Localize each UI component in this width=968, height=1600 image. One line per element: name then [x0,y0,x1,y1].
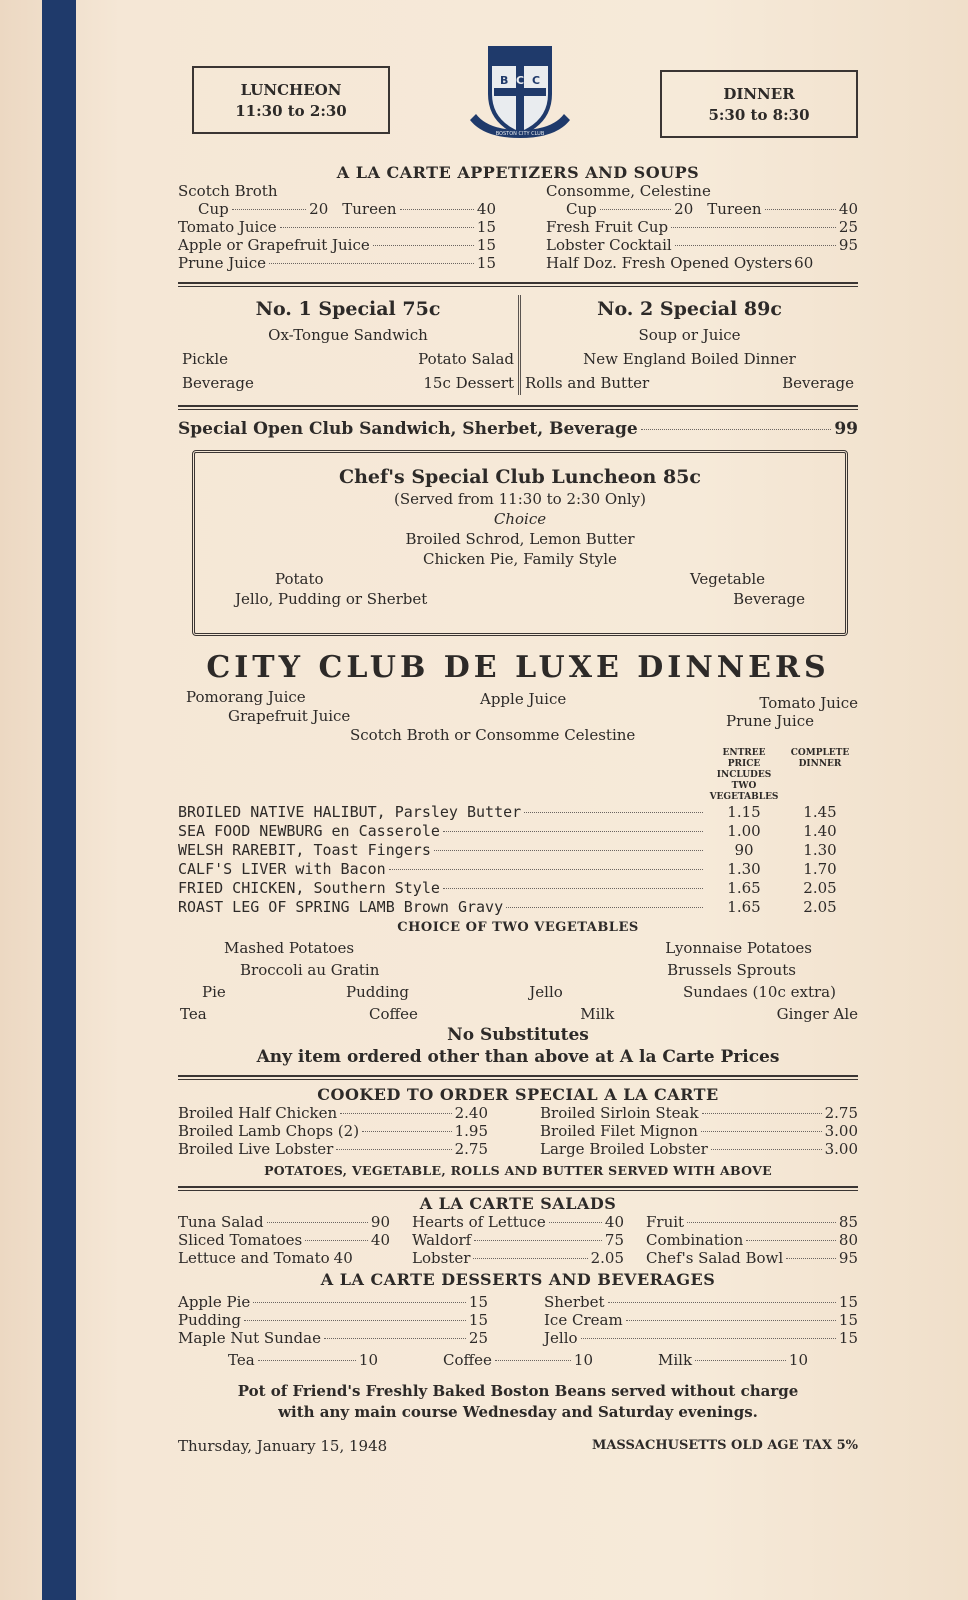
item-price: 40 [604,1213,624,1231]
item-name: Cup [198,200,229,218]
chef-special-option-2: Chicken Pie, Family Style [423,550,617,568]
club-sandwich-price: 99 [834,419,858,439]
menu-item [178,200,496,218]
item-name: Chef's Salad Bowl [646,1249,784,1267]
crest-letter-2: C [516,74,525,87]
menu-item [228,1351,378,1369]
item-price: 15 [838,1329,858,1347]
appetizers-right [546,182,858,272]
tax-note: MASSACHUSETTS OLD AGE TAX 5% [591,1438,858,1453]
special-2-dinner: New England Boiled Dinner [583,350,796,368]
item-name: Tuna Salad [178,1213,264,1231]
boston-beans-note [178,1381,858,1423]
menu-item [178,1122,488,1140]
drink-coffee: Coffee [369,1005,418,1023]
item-price: 90 [370,1213,390,1231]
deluxe-dinners-title: CITY CLUB DE LUXE DINNERS [206,650,830,685]
item-name: Large Broiled Lobster [540,1140,708,1158]
entree-list [178,803,858,917]
drink-tea: Tea [180,1005,207,1023]
deluxe-starters [178,688,858,748]
item-name: Combination [646,1231,744,1249]
item-name: Broiled Live Lobster [178,1140,334,1158]
item-name: Apple Pie [178,1293,251,1311]
menu-item [544,1311,858,1329]
item-name: Sherbet [544,1293,605,1311]
menu-item [540,1122,858,1140]
veg-broccoli: Broccoli au Gratin [240,961,380,979]
crest-letter-3: C [532,74,541,87]
crest-letter-1: B [500,74,509,87]
item-name: Broiled Filet Mignon [540,1122,698,1140]
menu-item [178,1249,390,1267]
dessert-pudding: Pudding [346,983,410,1001]
item-name: Sliced Tomatoes [178,1231,303,1249]
item-price: 20 [674,200,694,218]
menu-item [546,218,858,236]
item-price: 10 [573,1351,593,1369]
item-price: 95 [838,1249,858,1267]
chef-special-option-1: Broiled Schrod, Lemon Butter [405,530,635,548]
menu-item [178,1213,390,1231]
chef-special-beverage: Beverage [733,590,805,608]
item-price: 3.00 [824,1140,858,1158]
entree-price-headers [178,748,858,803]
vegetable-row [178,937,858,959]
item-price: 40 [333,1249,353,1267]
item-price: 15 [838,1293,858,1311]
drink-ginger-ale: Ginger Ale [776,1005,858,1023]
item-name: Tureen [707,200,762,218]
beverages-list [178,1351,858,1369]
special-1-line [182,371,514,395]
chef-special-sides [235,589,805,609]
divider [178,1075,858,1080]
menu-item [540,1140,858,1158]
menu-item [546,254,858,272]
appetizers-left [178,182,496,272]
special-1 [178,295,518,395]
entree-price-header: ENTREE PRICE INCLUDES TWO VEGETABLES [709,748,779,802]
entree-name: SEA FOOD NEWBURG en Casserole [178,822,440,840]
special-1-pickle: Pickle [182,350,229,368]
club-sandwich-line [178,420,858,438]
item-price: 2.75 [824,1104,858,1122]
menu-header [178,60,858,164]
entree-price: 1.65 [727,879,761,897]
menu-item [546,182,858,200]
salads-col-3 [646,1213,858,1267]
vegetable-choice-title: CHOICE OF TWO VEGETABLES [397,920,639,935]
special-1-line [182,347,514,371]
item-name: Fresh Fruit Cup [546,218,669,236]
item-name: Hearts of Lettuce [412,1213,546,1231]
item-name: Tea [228,1351,255,1369]
item-price: 2.40 [454,1104,488,1122]
menu-item [443,1351,593,1369]
salads-list [178,1213,858,1267]
menu-item [544,1329,858,1347]
item-name: Broiled Half Chicken [178,1104,338,1122]
entree-row [178,879,858,898]
item-name: Lobster Cocktail [546,236,672,254]
item-name: Tomato Juice [178,218,277,236]
dessert-sundaes: Sundaes (10c extra) [683,983,836,1001]
entree-price: 1.00 [727,822,761,840]
item-name: Consomme, Celestine [546,182,711,200]
entree-row [178,841,858,860]
item-name: Prune Juice [178,254,266,272]
entree-name: FRIED CHICKEN, Southern Style [178,879,440,897]
chef-special-sides [235,569,805,589]
item-price: 15 [476,254,496,272]
entree-row [178,860,858,879]
divider [178,405,858,410]
special-2-rolls: Rolls and Butter [525,374,650,392]
dessert-pie: Pie [202,983,226,1001]
special-2-line [525,371,854,395]
entree-row [178,898,858,917]
desserts-title: A LA CARTE DESSERTS AND BEVERAGES [320,1270,716,1289]
item-name: Jello [544,1329,578,1347]
item-price: 85 [838,1213,858,1231]
crest-ribbon-text: BOSTON CITY CLUB [495,131,545,137]
complete-price: 1.30 [803,841,837,859]
complete-price: 2.05 [803,898,837,916]
starter-prune-juice: Prune Juice [726,712,814,730]
salads-title: A LA CARTE SALADS [419,1194,617,1213]
entree-price: 1.15 [727,803,761,821]
chef-special-desserts: Jello, Pudding or Sherbet [235,590,428,608]
special-2-main: Soup or Juice [638,326,741,344]
item-price: 15 [476,236,496,254]
menu-item [544,1293,858,1311]
dinner-title: DINNER [723,85,795,103]
item-name: Tureen [342,200,397,218]
menu-footer [178,1437,858,1455]
item-price: 20 [309,200,329,218]
menu-item [658,1351,808,1369]
item-name: Pudding [178,1311,242,1329]
dinner-hours: 5:30 to 8:30 [708,106,810,124]
special-2 [518,295,858,395]
desserts-left [178,1293,488,1347]
menu-item [412,1213,624,1231]
entree-name: BROILED NATIVE HALIBUT, Parsley Butter [178,803,522,821]
item-name: Cup [566,200,597,218]
specials [178,295,858,395]
luncheon-hours-box [192,66,390,134]
salads-col-2 [412,1213,624,1267]
special-2-title: No. 2 Special 89c [597,298,782,320]
menu-item [540,1104,858,1122]
item-price: 40 [476,200,497,218]
menu-item [178,1140,488,1158]
entree-name: ROAST LEG OF SPRING LAMB Brown Gravy [178,898,504,916]
menu-date: Thursday, January 15, 1948 [178,1437,388,1455]
entree-price: 1.65 [727,898,761,916]
item-price: 75 [604,1231,624,1249]
item-price: 25 [838,218,858,236]
entree-price: 1.30 [727,860,761,878]
menu-item [178,254,496,272]
starter-pomorang-juice: Pomorang Juice [186,688,306,706]
item-price: 95 [838,236,858,254]
chef-special-served: (Served from 11:30 to 2:30 Only) [394,490,646,508]
item-name: Broiled Sirloin Steak [540,1104,699,1122]
a-la-carte-note: Any item ordered other than above at A la Carte Prices [256,1047,780,1067]
luncheon-hours: 11:30 to 2:30 [235,102,347,120]
dessert-row [178,981,858,1003]
drink-row [178,1003,858,1025]
item-price: 15 [838,1311,858,1329]
item-price: 15 [468,1293,488,1311]
special-1-title: No. 1 Special 75c [255,298,441,320]
menu-item [178,1104,488,1122]
menu-item [178,1293,488,1311]
menu-item [412,1249,624,1267]
chef-special-vegetable: Vegetable [689,570,765,588]
chef-special-potato: Potato [275,570,324,588]
item-name: Half Doz. Fresh Opened Oysters [546,254,793,272]
club-crest-icon [464,42,576,146]
desserts-right [544,1293,858,1347]
item-price: 60 [794,254,814,272]
veg-mashed-potatoes: Mashed Potatoes [224,939,355,957]
special-1-beverage: Beverage [182,374,254,392]
complete-price: 2.05 [803,879,837,897]
item-name: Ice Cream [544,1311,623,1329]
divider [178,282,858,287]
menu-item [546,200,858,218]
item-price: 80 [838,1231,858,1249]
special-1-main: Ox-Tongue Sandwich [268,326,428,344]
dessert-jello: Jello [529,983,563,1001]
club-sandwich-name: Special Open Club Sandwich, Sherbet, Beverage [178,419,638,439]
menu-item [178,182,496,200]
item-name: Milk [658,1351,693,1369]
no-substitutes: No Substitutes [447,1025,589,1045]
menu-item [178,1329,488,1347]
item-price: 2.05 [590,1249,624,1267]
item-name: Fruit [646,1213,685,1231]
complete-dinner-header: COMPLETE DINNER [790,748,850,769]
menu-item [646,1249,858,1267]
item-name: Maple Nut Sundae [178,1329,321,1347]
desserts-list [178,1293,858,1347]
entree-name: CALF'S LIVER with Bacon [178,860,386,878]
drink-milk: Milk [580,1005,615,1023]
item-price: 40 [370,1231,390,1249]
item-name: Broiled Lamb Chops (2) [178,1122,360,1140]
item-name: Apple or Grapefruit Juice [178,236,370,254]
item-name: Waldorf [412,1231,472,1249]
divider [178,1186,858,1191]
blue-spine-stripe [42,0,76,1600]
menu-item [412,1231,624,1249]
salads-col-1 [178,1213,390,1267]
cooked-list [178,1104,858,1158]
menu-item [646,1231,858,1249]
cooked-left [178,1104,488,1158]
beans-line-2: with any main course Wednesday and Saturday evenings. [278,1403,758,1421]
complete-price: 1.40 [803,822,837,840]
entree-row [178,803,858,822]
luncheon-title: LUNCHEON [240,81,342,99]
item-name: Lobster [412,1249,471,1267]
cooked-note: POTATOES, VEGETABLE, ROLLS AND BUTTER SERVED WITH ABOVE [264,1163,772,1178]
item-price: 40 [838,200,859,218]
special-1-dessert: 15c Dessert [423,374,514,392]
beans-line-1: Pot of Friend's Freshly Baked Boston Beans served without charge [237,1382,799,1400]
menu-content [178,60,858,1455]
item-price: 1.95 [454,1122,488,1140]
starter-tomato-juice: Tomato Juice [759,694,858,712]
special-2-beverage: Beverage [782,374,854,392]
menu-item [178,218,496,236]
special-1-potato-salad: Potato Salad [418,350,514,368]
item-price: 15 [468,1311,488,1329]
item-name: Scotch Broth [178,182,278,200]
veg-brussels-sprouts: Brussels Sprouts [667,961,796,979]
chef-special-title: Chef's Special Club Luncheon 85c [339,466,701,488]
menu-item [178,1311,488,1329]
item-price: 2.75 [454,1140,488,1158]
starter-grapefruit-juice: Grapefruit Juice [228,707,351,725]
cooked-right [540,1104,858,1158]
vegetable-row [178,959,858,981]
appetizers-list [178,182,858,272]
complete-price: 1.45 [803,803,837,821]
item-price: 25 [468,1329,488,1347]
dinner-hours-box [660,70,858,138]
item-name: Coffee [443,1351,492,1369]
entree-price: 90 [734,841,754,859]
veg-lyonnaise-potatoes: Lyonnaise Potatoes [665,939,812,957]
item-price: 3.00 [824,1122,858,1140]
entree-row [178,822,858,841]
item-name: Lettuce and Tomato [178,1249,330,1267]
appetizers-title: A LA CARTE APPETIZERS AND SOUPS [336,163,700,182]
menu-item [178,236,496,254]
entree-name: WELSH RAREBIT, Toast Fingers [178,841,431,859]
cooked-to-order-title: COOKED TO ORDER SPECIAL A LA CARTE [317,1085,719,1104]
starter-soup: Scotch Broth or Consomme Celestine [350,726,636,744]
item-price: 10 [358,1351,378,1369]
chef-special-choice: Choice [493,510,547,528]
item-price: 10 [788,1351,808,1369]
menu-item [178,1231,390,1249]
menu-item [546,236,858,254]
chef-special-box [192,450,848,636]
item-price: 15 [476,218,496,236]
complete-price: 1.70 [803,860,837,878]
menu-item [646,1213,858,1231]
starter-apple-juice: Apple Juice [480,690,567,708]
